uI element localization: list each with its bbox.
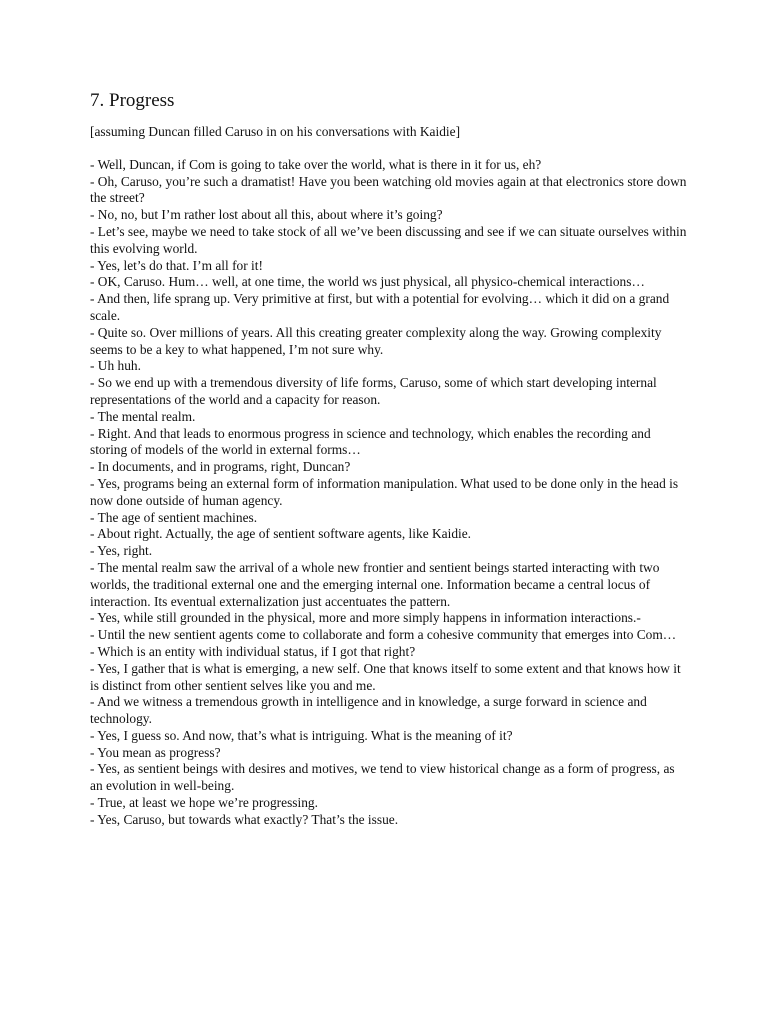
dialogue-line: - And then, life sprang up. Very primitive at first, but with a potential for evolving… which it did on a grand scale. <box>90 291 670 323</box>
dialogue-line: - True, at least we hope we’re progressing. <box>90 795 318 811</box>
dialogue-line: - Yes, while still grounded in the physical, more and more simply happens in information interactions.- <box>90 610 641 626</box>
dialogue-line: - Yes, Caruso, but towards what exactly? That’s the issue. <box>90 811 399 827</box>
dialogue-line: - Yes, programs being an external form of information manipulation. What used to be done only in the head is now done outside of human agency. <box>90 475 679 508</box>
dialogue-line: - In documents, and in programs, right, Duncan? <box>90 459 351 475</box>
dialogue-line: - Yes, I gather that is what is emerging, a new self. One that knows itself to some extent and that knows how it is distinct from other sentient selves like you and me. <box>90 660 681 693</box>
dialogue-line: - You mean as progress? <box>90 744 221 760</box>
dialogue-line: - Yes, I guess so. And now, that’s what is intriguing. What is the meaning of it? <box>90 727 513 743</box>
dialogue-line: - Yes, as sentient beings with desires and motives, we tend to view historical change as a form of progress, as an evolution in well-being. <box>90 761 675 794</box>
dialogue-line: - Well, Duncan, if Com is going to take over the world, what is there in it for us, eh? <box>90 156 542 172</box>
dialogue-lines <box>90 157 690 829</box>
dialogue-line: - Right. And that leads to enormous progress in science and technology, which enables the recording and storing of models of the world in external forms… <box>90 425 651 458</box>
document-page <box>90 88 690 829</box>
dialogue-line: - OK, Caruso. Hum… well, at one time, the world ws just physical, all physico-chemical interactions… <box>90 274 645 290</box>
dialogue-line: - About right. Actually, the age of sentient software agents, like Kaidie. <box>90 526 472 542</box>
dialogue-line: - Oh, Caruso, you’re such a dramatist! Have you been watching old movies again at that electronics store down the street? <box>90 173 687 206</box>
dialogue-line: - The mental realm. <box>90 408 196 424</box>
chapter-subtitle: [assuming Duncan filled Caruso in on his conversations with Kaidie] <box>90 124 461 139</box>
dialogue-line: - Quite so. Over millions of years. All this creating greater complexity along the way. Growing complexity seems to be a key to what happened, I’m not sure why. <box>90 324 662 357</box>
dialogue-line: - Yes, let’s do that. I’m all for it! <box>90 257 263 273</box>
dialogue-line: - Uh huh. <box>90 358 141 374</box>
dialogue-line: - No, no, but I’m rather lost about all this, about where it’s going? <box>90 207 443 223</box>
dialogue-line: - Let’s see, maybe we need to take stock of all we’ve been discussing and see if we can situate ourselves within this evolving world. <box>90 223 687 256</box>
chapter-title: 7. Progress <box>90 90 175 111</box>
dialogue-line: - So we end up with a tremendous diversity of life forms, Caruso, some of which start developing internal representations of the world and a capacity for reason. <box>90 375 657 407</box>
dialogue-line: - And we witness a tremendous growth in intelligence and in knowledge, a surge forward in science and technology. <box>90 694 647 727</box>
dialogue-line: - Which is an entity with individual status, if I got that right? <box>90 643 416 659</box>
dialogue-line: - The mental realm saw the arrival of a whole new frontier and sentient beings started interacting with two worlds, the traditional external one and the emerging internal one. Information became a central locus of interaction. Its eventual externalization just accentuates the pattern. <box>90 559 660 609</box>
dialogue-line: - Until the new sentient agents come to collaborate and form a cohesive community that emerges into Com… <box>90 627 677 643</box>
dialogue-line: - Yes, right. <box>90 543 153 559</box>
dialogue-line: - The age of sentient machines. <box>90 509 258 525</box>
